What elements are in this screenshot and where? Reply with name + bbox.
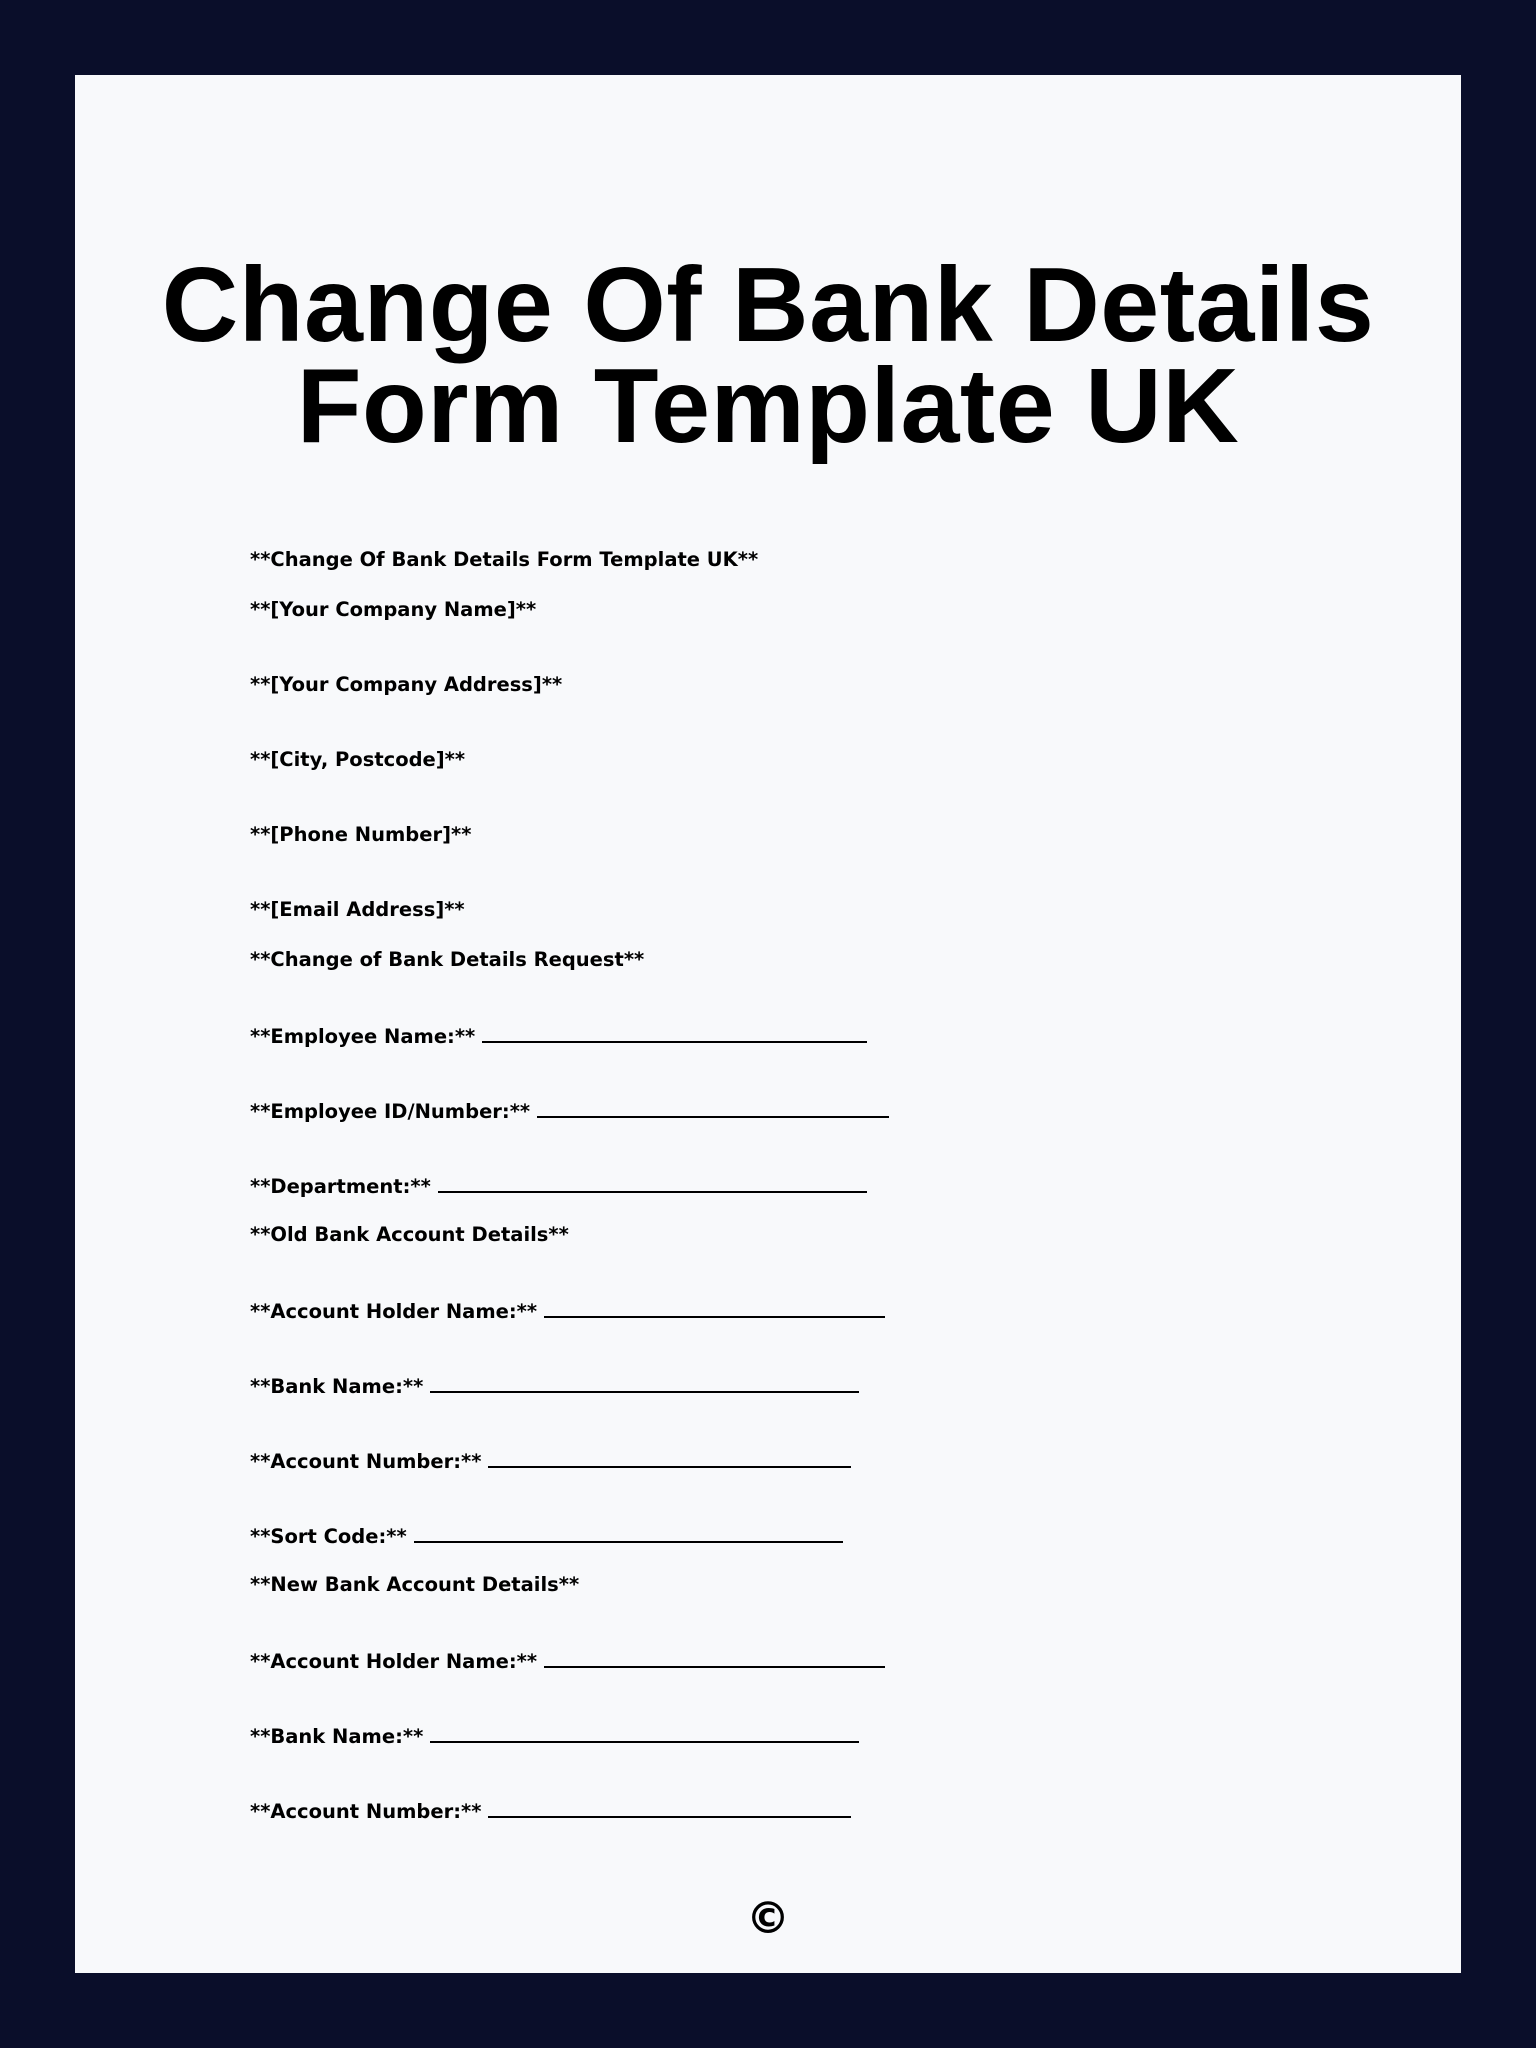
old-holder-field [250,1298,885,1324]
new-account-heading: **New Bank Account Details** [250,1573,580,1596]
new-holder-label: **Account Holder Name:** [250,1650,538,1673]
request-heading: **Change of Bank Details Request** [250,948,645,971]
new-bank-blank[interactable] [430,1723,859,1743]
form-body [75,75,1461,1973]
old-holder-label: **Account Holder Name:** [250,1300,538,1323]
new-holder-blank[interactable] [544,1648,885,1668]
old-bank-label: **Bank Name:** [250,1375,424,1398]
old-number-field [250,1448,851,1474]
form-heading: **Change Of Bank Details Form Template UK** [250,548,759,571]
new-number-field [250,1798,851,1824]
department-blank[interactable] [438,1173,867,1193]
old-sort-blank[interactable] [414,1523,843,1543]
employee-id-blank[interactable] [537,1098,889,1118]
company-email: **[Email Address]** [250,898,465,921]
new-holder-field [250,1648,885,1674]
employee-name-blank[interactable] [482,1023,867,1043]
old-account-heading: **Old Bank Account Details** [250,1223,569,1246]
employee-name-field [250,1023,867,1049]
old-sort-label: **Sort Code:** [250,1525,407,1548]
new-bank-label: **Bank Name:** [250,1725,424,1748]
department-field [250,1173,867,1199]
department-label: **Department:** [250,1175,431,1198]
title-line-1: Change Of Bank Details [161,246,1375,364]
old-number-blank[interactable] [488,1448,851,1468]
employee-name-label: **Employee Name:** [250,1025,476,1048]
new-number-label: **Account Number:** [250,1800,482,1823]
old-bank-field [250,1373,859,1399]
new-bank-field [250,1723,859,1749]
old-number-label: **Account Number:** [250,1450,482,1473]
new-number-blank[interactable] [488,1798,851,1818]
old-bank-blank[interactable] [430,1373,859,1393]
employee-id-field [250,1098,889,1124]
old-sort-field [250,1523,843,1549]
company-phone: **[Phone Number]** [250,823,472,846]
company-address: **[Your Company Address]** [250,673,563,696]
copyright-icon: © [746,1893,790,1944]
company-city-postcode: **[City, Postcode]** [250,748,466,771]
old-holder-blank[interactable] [544,1298,885,1318]
company-name: **[Your Company Name]** [250,598,537,621]
title-line-2: Form Template UK [296,347,1240,465]
document-page [75,75,1461,1973]
employee-id-label: **Employee ID/Number:** [250,1100,531,1123]
